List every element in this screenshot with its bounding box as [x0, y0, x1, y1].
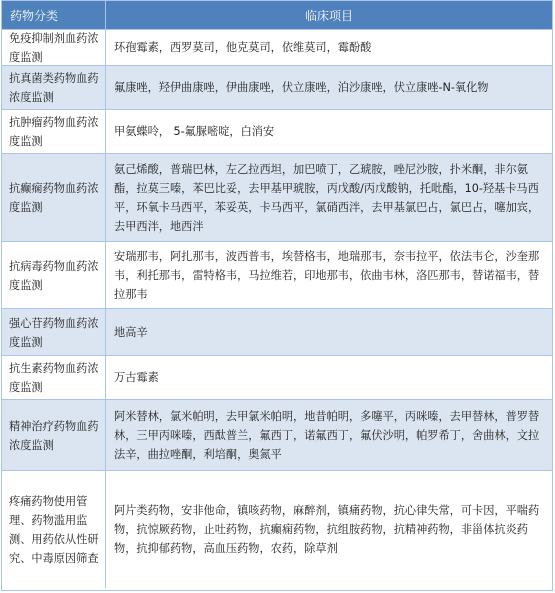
- row-category: 疼痛药物使用管理、药物滥用监测、用药依从性研究、中毒原因筛查: [2, 471, 106, 588]
- table-row: [2, 65, 552, 109]
- row-category: 抗生素药物血药浓度监测: [2, 356, 106, 399]
- row-items: 甲氨蝶呤， 5-氟脲嘧啶，白消安: [114, 125, 275, 138]
- table-row: [2, 153, 552, 241]
- table-row: [2, 241, 552, 308]
- row-category: 抗病毒药物血药浓度监测: [2, 242, 106, 308]
- table-row: [2, 470, 552, 588]
- row-items: 万古霉素: [114, 371, 159, 384]
- row-items: 地高辛: [114, 325, 148, 339]
- row-items: 安瑞那韦，阿扎那韦，波西普韦，埃替格韦，地瑞那韦，奈韦拉平，依法韦仑，沙奎那韦，利托那韦，雷特格韦，马拉维若，印地那韦，依曲韦林，洛匹那韦，替诺福韦，替拉那韦: [114, 249, 540, 301]
- row-items: 氟康唑，羟伊曲康唑，伊曲康唑，伏立康唑，泊沙康唑，伏立康唑-N-氧化物: [114, 81, 489, 94]
- row-items: 环孢霉素，西罗莫司，他克莫司，依维莫司，霉酚酸: [114, 41, 372, 54]
- table-row: [2, 399, 552, 470]
- table-row: [2, 109, 552, 153]
- row-category: 抗肿瘤药物血药浓度监测: [2, 110, 106, 153]
- row-category: 抗癫痫药物血药浓度监测: [2, 154, 106, 241]
- row-category: 强心苷药物血药浓度监测: [2, 309, 106, 355]
- table-row: [2, 308, 552, 355]
- row-category: 抗真菌类药物血药浓度监测: [2, 66, 106, 109]
- row-items: 氨己烯酸，普瑞巴林，左乙拉西坦，加巴喷丁，乙琥胺，唑尼沙胺，扑米酮，非尔氨酯，拉莫三嗪，苯巴比妥，去甲基甲琥胺，丙戊酸/丙戊酸钠，托吡酯，10-羟基卡马西平，环氧卡马西平，苯妥英，卡马西平，氯硝西泮，去甲基氯巴占，氯巴占，噻加宾，去甲西泮，地西泮: [114, 162, 540, 233]
- table-header: [2, 1, 552, 29]
- header-category: 药物分类: [2, 1, 106, 29]
- row-category: 精神治疗药物血药浓度监测: [2, 400, 106, 470]
- row-items: 阿片类药物，安非他命，镇咳药物，麻醉剂，镇痛药物，抗心律失常，可卡因，平喘药物，抗惊厥药物，止吐药物，抗癫痫药物，抗组胺药物，抗精神药物，非甾体抗炎药物，抗抑郁药物，高血压药物，农药，除草剂: [114, 504, 540, 555]
- row-items: 阿米替林，氯米帕明，去甲氯米帕明，地昔帕明，多噻平，丙咪嗪，去甲替林，普罗替林，三甲丙咪嗪，西酞普兰，氟西丁，诺氟西丁，氟伏沙明，帕罗希丁，舍曲林，文拉法辛，曲拉唑酮，利培酮，奥氮平: [114, 409, 540, 461]
- table-row: [2, 29, 552, 65]
- header-items: 临床项目: [304, 8, 353, 23]
- drug-monitoring-table: [1, 0, 553, 591]
- table-row: [2, 355, 552, 399]
- row-category: 免疫抑制剂血药浓度监测: [2, 30, 106, 65]
